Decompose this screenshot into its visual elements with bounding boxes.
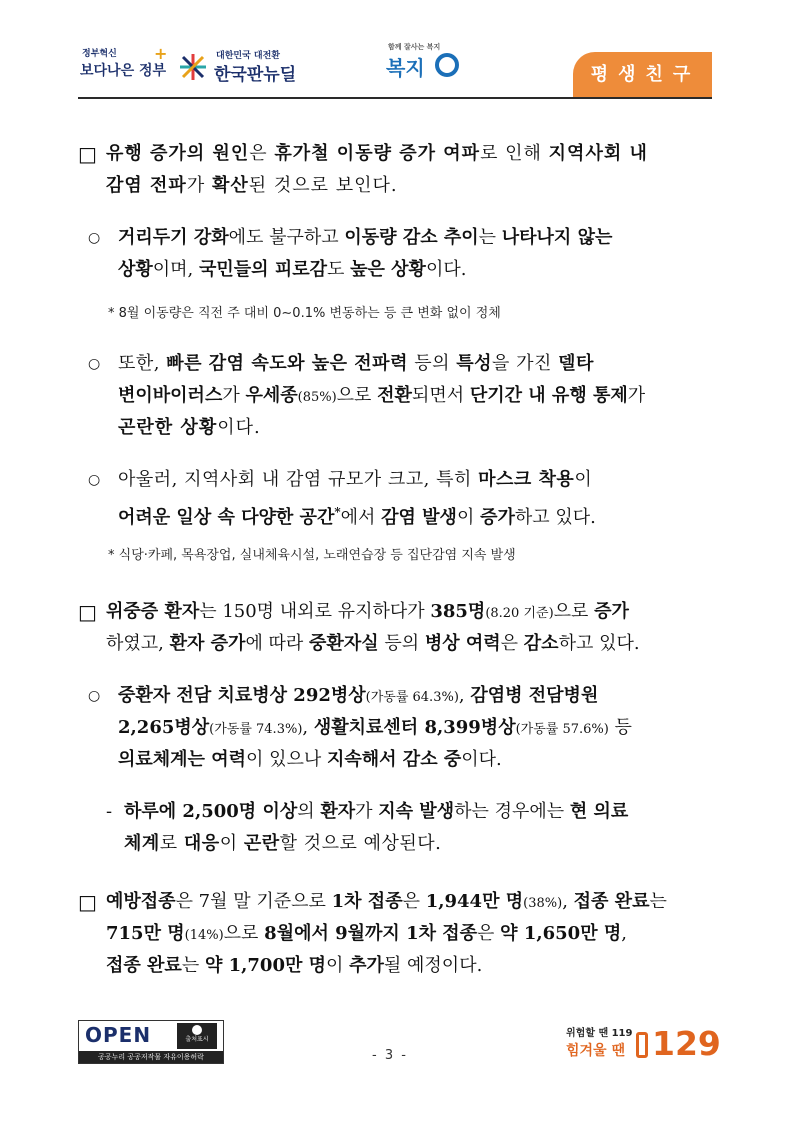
bold-text-run: 어려운 일상 속 다양한 공간: [118, 507, 335, 528]
text-run: 이: [326, 955, 350, 976]
hotline-small-text-2: 힘겨울 땐: [566, 1043, 625, 1059]
circle-marker: ○: [88, 356, 101, 372]
box-marker: □: [78, 890, 97, 914]
bold-text-run: 1,944만 명: [425, 891, 524, 912]
text-run: 등: [608, 717, 632, 738]
bold-text-run: 감소: [523, 633, 559, 654]
text-run: 에 따라: [245, 633, 310, 654]
text-run: 은: [402, 891, 426, 912]
text-run: ,: [562, 891, 574, 912]
text-run: 되면서: [411, 385, 470, 406]
text-run: ,: [302, 717, 314, 738]
text-run: 하는 경우에는: [454, 801, 570, 822]
logo3-small-text: 함께 잘사는 복지: [388, 43, 441, 51]
text-line: [124, 794, 628, 830]
bold-text-run: 전환: [377, 385, 412, 406]
bold-text-run: 대응: [183, 833, 220, 854]
text-run: 아울러, 지역사회 내 감염 규모가 크고, 특히: [118, 469, 479, 490]
text-line: [118, 346, 594, 382]
text-run: 또한,: [118, 353, 167, 374]
text-run: 은: [500, 633, 524, 654]
text-run: 으로: [336, 385, 378, 406]
text-run: 는 150명 내외로 유지하다가: [199, 601, 431, 622]
text-run: 의: [297, 801, 321, 822]
footnote: * 8월 이동량은 직전 주 대비 0∼0.1% 변동하는 등 큰 변화 없이 정체: [108, 306, 501, 321]
circle-marker: ○: [88, 472, 101, 488]
bold-text-run: 체계: [124, 833, 160, 854]
text-line: [118, 494, 596, 536]
bold-text-run: 추가: [349, 955, 384, 976]
text-run: 은: [477, 923, 501, 944]
header-divider: [78, 97, 712, 99]
government-innovation-logo: [80, 44, 170, 88]
bold-text-run: 국민들의 피로감: [199, 259, 327, 280]
text-run: 에서: [340, 507, 382, 528]
welfare-circle-icon: [434, 52, 460, 78]
bold-text-run: 예방접종: [106, 891, 176, 912]
bold-text-run: 감염병 전담병원: [470, 685, 599, 706]
text-run: ,: [621, 923, 627, 944]
bold-text-run: 특성: [456, 353, 492, 374]
text-line: [106, 168, 398, 204]
new-deal-star-icon: [178, 52, 208, 82]
text-run: (가동률 64.3%): [365, 690, 459, 705]
text-run: 도: [327, 259, 351, 280]
page-number: - 3 -: [372, 1048, 408, 1063]
text-line: [118, 252, 466, 288]
bold-text-run: 이동량 감소 추이: [344, 227, 479, 248]
text-line: [106, 948, 482, 984]
plus-icon: +: [154, 44, 168, 63]
text-run: 등의: [378, 633, 425, 654]
text-line: [118, 742, 502, 778]
bold-text-run: 델타: [558, 353, 594, 374]
dash-marker: -: [106, 801, 113, 822]
bold-text-run: 지속해서 감소 중: [326, 749, 462, 770]
bold-text-run: 증가: [594, 601, 629, 622]
bold-text-run: 2,265병상: [118, 717, 210, 738]
text-run: 에도 불구하고: [228, 227, 345, 248]
text-run: 이 있으나: [245, 749, 327, 770]
text-run: ,: [458, 685, 471, 706]
hotline-129: [566, 1018, 721, 1068]
phone-icon: [636, 1032, 648, 1058]
text-line: [118, 220, 612, 256]
text-run: 될 예정이다.: [383, 955, 483, 976]
text-run: 로 인해: [480, 143, 549, 164]
text-line: [106, 136, 648, 172]
bold-text-run: 감염 전파: [106, 175, 187, 196]
text-run: 가: [222, 385, 246, 406]
box-marker: □: [78, 600, 97, 624]
text-run: 는: [649, 891, 667, 912]
box-marker: □: [78, 142, 97, 166]
bold-text-run: 약 1,650만 명: [500, 923, 622, 944]
bold-text-run: 접종 완료: [573, 891, 650, 912]
bold-text-run: 위중증 환자: [106, 601, 200, 622]
text-run: 이다.: [425, 259, 467, 280]
bold-text-run: 확산: [211, 175, 249, 196]
bold-text-run: 1차 접종: [331, 891, 403, 912]
attribution-icon: [177, 1023, 217, 1049]
bold-text-run: 상황: [118, 259, 153, 280]
text-run: 으로: [223, 923, 265, 944]
bold-text-run: 지역사회 내: [548, 143, 648, 164]
bold-text-run: 증가: [480, 507, 515, 528]
bold-text-run: 385명: [430, 601, 486, 622]
text-run: 가: [627, 385, 646, 406]
circle-marker: ○: [88, 230, 101, 246]
bold-text-run: 우세종: [245, 385, 298, 406]
text-run: 이: [456, 507, 481, 528]
text-line: [118, 410, 261, 446]
text-run: (14%): [184, 928, 224, 943]
text-run: 은 7월 말 기준으로: [175, 891, 332, 912]
welfare-logo: [384, 40, 464, 86]
bold-text-run: 하루에 2,500명 이상: [124, 801, 298, 822]
bold-text-run: 현 의료: [569, 801, 629, 822]
text-run: 가: [186, 175, 212, 196]
text-run: 하였고,: [106, 633, 170, 654]
logo1-small-text: 정부혁신: [82, 49, 117, 59]
korean-new-deal-logo: [178, 44, 313, 88]
text-run: 이다.: [461, 749, 502, 770]
text-run: 이다.: [217, 417, 261, 438]
text-run: (가동률 57.6%): [515, 722, 609, 737]
text-run: (가동률 74.3%): [209, 722, 303, 737]
text-run: 할 것으로 예상된다.: [279, 833, 442, 854]
bold-text-run: 단기간 내 유행 통제: [469, 385, 628, 406]
text-run: 로: [159, 833, 184, 854]
circle-marker: ○: [88, 688, 101, 704]
text-run: 는: [478, 227, 502, 248]
bold-text-run: 중환자실: [309, 633, 379, 654]
bold-text-run: 빠른 감염 속도와 높은 전파력: [166, 353, 408, 374]
open-license-badge: [78, 1020, 224, 1064]
text-run: 하고 있다.: [558, 633, 640, 654]
open-caption: 공공누리 공공저작물 자유이용허락: [79, 1051, 223, 1063]
bold-text-run: 약 1,700만 명: [204, 955, 327, 976]
bold-text-run: *: [334, 505, 341, 519]
text-line: [124, 826, 441, 862]
logo1-main-text: 보다나은 정부: [80, 63, 167, 79]
lifelong-friend-tab: 평생친구: [573, 52, 712, 97]
text-line: [106, 626, 640, 662]
open-label: OPEN: [85, 1023, 152, 1047]
bold-text-run: 지속 발생: [378, 801, 455, 822]
bold-text-run: 환자 증가: [169, 633, 246, 654]
logo3-main-text: 복지: [386, 56, 425, 80]
text-run: 이: [574, 469, 593, 490]
bold-text-run: 휴가철 이동량 증가 여파: [274, 143, 481, 164]
logo2-main-text: 한국판뉴딜: [214, 65, 297, 85]
bold-text-run: 접종 완료: [106, 955, 182, 976]
text-run: 는: [181, 955, 205, 976]
bold-text-run: 715만 명: [106, 923, 185, 944]
bold-text-run: 8월에서 9월까지 1차 접종: [264, 923, 478, 944]
bold-text-run: 높은 상황: [350, 259, 426, 280]
logo2-small-text: 대한민국 대전환: [216, 51, 280, 61]
text-run: (8.20 기준): [485, 606, 554, 621]
hotline-small-text-1: 위험할 땐 119: [566, 1028, 633, 1039]
bold-text-run: 의료체계는 여력: [118, 749, 246, 770]
text-run: 가: [355, 801, 379, 822]
text-run: 은: [249, 143, 275, 164]
text-run: 등의: [407, 353, 457, 374]
text-run: (38%): [523, 896, 563, 911]
bold-text-run: 유행 증가의 원인: [106, 143, 250, 164]
bold-text-run: 병상 여력: [424, 633, 501, 654]
text-run: 으로: [553, 601, 595, 622]
text-run: 이며,: [152, 259, 200, 280]
text-run: 을 가진: [491, 353, 559, 374]
bold-text-run: 생활치료센터 8,399병상: [313, 717, 516, 738]
text-run: 하고 있다.: [514, 507, 596, 528]
bold-text-run: 곤란: [243, 833, 280, 854]
bold-text-run: 변이바이러스: [118, 385, 223, 406]
bold-text-run: 중환자 전담 치료병상 292병상: [118, 685, 366, 706]
bold-text-run: 환자: [320, 801, 356, 822]
text-run: 이: [219, 833, 244, 854]
hotline-number: 129: [652, 1024, 721, 1063]
bold-text-run: 감염 발생: [381, 507, 457, 528]
footnote: * 식당·카페, 목욕장업, 실내체육시설, 노래연습장 등 집단감염 지속 발생: [108, 548, 516, 563]
attribution-badge-text: 출처표시: [185, 1036, 209, 1043]
text-line: [118, 462, 592, 498]
text-run: 된 것으로 보인다.: [248, 175, 398, 196]
bold-text-run: 거리두기 강화: [118, 227, 229, 248]
bold-text-run: 마스크 착용: [478, 469, 575, 490]
bold-text-run: 곤란한 상황: [118, 417, 218, 438]
text-run: (85%): [297, 390, 337, 405]
bold-text-run: 나타나지 않는: [501, 227, 613, 248]
